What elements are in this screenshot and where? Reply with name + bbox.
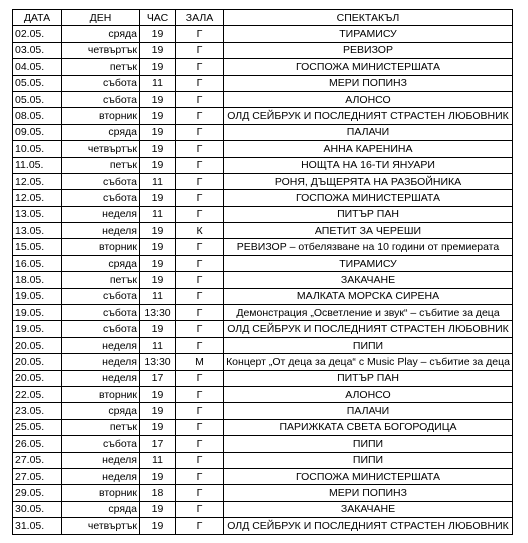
cell-date: 16.05.: [13, 255, 62, 271]
cell-hall: Г: [176, 403, 224, 419]
table-row: [13, 370, 513, 386]
table-row: [13, 452, 513, 468]
table-row: [13, 419, 513, 435]
cell-date: 12.05.: [13, 190, 62, 206]
cell-show: ПАЛАЧИ: [224, 403, 513, 419]
cell-date: 02.05.: [13, 26, 62, 42]
cell-hall: Г: [176, 141, 224, 157]
cell-date: 20.05.: [13, 337, 62, 353]
cell-show: РЕВИЗОР – отбелязване на 10 години от премиерата: [224, 239, 513, 255]
cell-time: 19: [140, 223, 176, 239]
cell-time: 19: [140, 468, 176, 484]
cell-hall: Г: [176, 206, 224, 222]
cell-show: МЕРИ ПОПИНЗ: [224, 485, 513, 501]
cell-day: петък: [62, 59, 140, 75]
table-row: [13, 403, 513, 419]
cell-show: ТИРАМИСУ: [224, 26, 513, 42]
cell-time: 19: [140, 272, 176, 288]
cell-date: 10.05.: [13, 141, 62, 157]
cell-day: сряда: [62, 26, 140, 42]
header-hall: ЗАЛА: [176, 10, 224, 26]
cell-time: 19: [140, 321, 176, 337]
cell-time: 11: [140, 173, 176, 189]
cell-show: ЗАКАЧАНЕ: [224, 501, 513, 517]
cell-time: 18: [140, 485, 176, 501]
cell-hall: Г: [176, 190, 224, 206]
cell-hall: Г: [176, 305, 224, 321]
table-row: [13, 288, 513, 304]
cell-date: 13.05.: [13, 206, 62, 222]
table-row: [13, 239, 513, 255]
cell-date: 03.05.: [13, 42, 62, 58]
cell-day: неделя: [62, 354, 140, 370]
cell-show: ГОСПОЖА МИНИСТЕРШАТА: [224, 190, 513, 206]
cell-date: 12.05.: [13, 173, 62, 189]
cell-hall: Г: [176, 436, 224, 452]
cell-time: 19: [140, 42, 176, 58]
cell-day: сряда: [62, 255, 140, 271]
cell-day: петък: [62, 419, 140, 435]
cell-day: сряда: [62, 124, 140, 140]
table-row: [13, 108, 513, 124]
cell-time: 11: [140, 75, 176, 91]
cell-date: 20.05.: [13, 354, 62, 370]
cell-day: вторник: [62, 239, 140, 255]
header-date: ДАТА: [13, 10, 62, 26]
cell-show: ОЛД СЕЙБРУК И ПОСЛЕДНИЯТ СТРАСТЕН ЛЮБОВНИК: [224, 108, 513, 124]
cell-hall: Г: [176, 518, 224, 534]
table-header-row: [13, 10, 513, 26]
table-row: [13, 255, 513, 271]
table-row: [13, 26, 513, 42]
cell-day: неделя: [62, 206, 140, 222]
cell-day: събота: [62, 321, 140, 337]
cell-time: 11: [140, 206, 176, 222]
cell-date: 27.05.: [13, 468, 62, 484]
cell-date: 04.05.: [13, 59, 62, 75]
cell-time: 13:30: [140, 354, 176, 370]
cell-hall: Г: [176, 485, 224, 501]
cell-day: неделя: [62, 452, 140, 468]
table-row: [13, 468, 513, 484]
cell-day: неделя: [62, 370, 140, 386]
cell-date: 26.05.: [13, 436, 62, 452]
cell-hall: Г: [176, 173, 224, 189]
table-row: [13, 386, 513, 402]
cell-date: 05.05.: [13, 91, 62, 107]
cell-hall: Г: [176, 26, 224, 42]
cell-show: МЕРИ ПОПИНЗ: [224, 75, 513, 91]
table-row: [13, 321, 513, 337]
cell-hall: Г: [176, 288, 224, 304]
cell-date: 19.05.: [13, 321, 62, 337]
table-row: [13, 354, 513, 370]
cell-time: 19: [140, 501, 176, 517]
cell-date: 25.05.: [13, 419, 62, 435]
cell-hall: Г: [176, 501, 224, 517]
cell-show: АЛОНСО: [224, 91, 513, 107]
cell-day: неделя: [62, 223, 140, 239]
cell-hall: Г: [176, 321, 224, 337]
cell-hall: Г: [176, 370, 224, 386]
cell-day: събота: [62, 190, 140, 206]
cell-show: ЗАКАЧАНЕ: [224, 272, 513, 288]
cell-day: петък: [62, 272, 140, 288]
cell-hall: М: [176, 354, 224, 370]
table-row: [13, 190, 513, 206]
cell-time: 19: [140, 108, 176, 124]
cell-day: събота: [62, 91, 140, 107]
cell-time: 17: [140, 436, 176, 452]
cell-show: ГОСПОЖА МИНИСТЕРШАТА: [224, 468, 513, 484]
cell-hall: Г: [176, 337, 224, 353]
cell-date: 29.05.: [13, 485, 62, 501]
cell-show: РЕВИЗОР: [224, 42, 513, 58]
table-row: [13, 91, 513, 107]
table-body: [13, 26, 513, 534]
cell-show: ПИПИ: [224, 337, 513, 353]
cell-day: вторник: [62, 485, 140, 501]
cell-day: събота: [62, 288, 140, 304]
cell-hall: Г: [176, 239, 224, 255]
cell-show: ПИТЪР ПАН: [224, 206, 513, 222]
cell-show: МАЛКАТА МОРСКА СИРЕНА: [224, 288, 513, 304]
cell-hall: Г: [176, 42, 224, 58]
cell-date: 18.05.: [13, 272, 62, 288]
table-row: [13, 436, 513, 452]
cell-time: 13:30: [140, 305, 176, 321]
table-row: [13, 59, 513, 75]
cell-show: ПАЛАЧИ: [224, 124, 513, 140]
cell-time: 19: [140, 255, 176, 271]
cell-day: неделя: [62, 468, 140, 484]
cell-time: 19: [140, 239, 176, 255]
cell-show: ПАРИЖКАТА СВЕТА БОГОРОДИЦА: [224, 419, 513, 435]
cell-hall: Г: [176, 124, 224, 140]
table-row: [13, 141, 513, 157]
table-row: [13, 173, 513, 189]
cell-date: 11.05.: [13, 157, 62, 173]
cell-time: 19: [140, 141, 176, 157]
cell-time: 19: [140, 157, 176, 173]
cell-hall: Г: [176, 386, 224, 402]
cell-day: сряда: [62, 403, 140, 419]
cell-hall: Г: [176, 157, 224, 173]
cell-show: НОЩТА НА 16-ТИ ЯНУАРИ: [224, 157, 513, 173]
cell-time: 19: [140, 91, 176, 107]
cell-show: Концерт „От деца за деца“ с Music Play – събитие за деца: [224, 354, 513, 370]
cell-hall: Г: [176, 91, 224, 107]
cell-date: 19.05.: [13, 305, 62, 321]
cell-date: 22.05.: [13, 386, 62, 402]
cell-hall: Г: [176, 272, 224, 288]
cell-hall: Г: [176, 108, 224, 124]
cell-day: четвъртък: [62, 42, 140, 58]
schedule-container: [12, 9, 513, 535]
table-row: [13, 337, 513, 353]
cell-day: сряда: [62, 501, 140, 517]
cell-hall: Г: [176, 255, 224, 271]
cell-time: 11: [140, 288, 176, 304]
cell-show: АПЕТИТ ЗА ЧЕРЕШИ: [224, 223, 513, 239]
cell-hall: Г: [176, 59, 224, 75]
cell-date: 19.05.: [13, 288, 62, 304]
table-row: [13, 75, 513, 91]
cell-time: 19: [140, 26, 176, 42]
table-row: [13, 223, 513, 239]
table-row: [13, 272, 513, 288]
cell-time: 19: [140, 419, 176, 435]
schedule-table: [12, 9, 513, 535]
table-row: [13, 305, 513, 321]
cell-time: 11: [140, 337, 176, 353]
table-row: [13, 42, 513, 58]
cell-time: 19: [140, 386, 176, 402]
cell-time: 19: [140, 124, 176, 140]
cell-show: АЛОНСО: [224, 386, 513, 402]
cell-day: петък: [62, 157, 140, 173]
cell-hall: Г: [176, 452, 224, 468]
table-row: [13, 501, 513, 517]
cell-day: четвъртък: [62, 518, 140, 534]
cell-show: ОЛД СЕЙБРУК И ПОСЛЕДНИЯТ СТРАСТЕН ЛЮБОВНИК: [224, 518, 513, 534]
cell-show: Демонстрация „Осветление и звук“ – събитие за деца: [224, 305, 513, 321]
cell-date: 15.05.: [13, 239, 62, 255]
cell-time: 11: [140, 452, 176, 468]
cell-show: ТИРАМИСУ: [224, 255, 513, 271]
cell-day: събота: [62, 436, 140, 452]
cell-time: 19: [140, 403, 176, 419]
cell-day: неделя: [62, 337, 140, 353]
cell-date: 05.05.: [13, 75, 62, 91]
cell-date: 31.05.: [13, 518, 62, 534]
cell-date: 09.05.: [13, 124, 62, 140]
cell-time: 19: [140, 59, 176, 75]
cell-show: ПИПИ: [224, 436, 513, 452]
cell-show: ОЛД СЕЙБРУК И ПОСЛЕДНИЯТ СТРАСТЕН ЛЮБОВНИК: [224, 321, 513, 337]
cell-date: 08.05.: [13, 108, 62, 124]
cell-show: АННА КАРЕНИНА: [224, 141, 513, 157]
cell-date: 23.05.: [13, 403, 62, 419]
cell-hall: Г: [176, 419, 224, 435]
cell-time: 17: [140, 370, 176, 386]
table-row: [13, 157, 513, 173]
cell-day: събота: [62, 305, 140, 321]
cell-show: ПИТЪР ПАН: [224, 370, 513, 386]
cell-show: ПИПИ: [224, 452, 513, 468]
cell-day: четвъртък: [62, 141, 140, 157]
cell-hall: Г: [176, 468, 224, 484]
cell-show: РОНЯ, ДЪЩЕРЯТА НА РАЗБОЙНИКА: [224, 173, 513, 189]
cell-date: 20.05.: [13, 370, 62, 386]
table-row: [13, 206, 513, 222]
cell-hall: Г: [176, 75, 224, 91]
header-day: ДЕН: [62, 10, 140, 26]
cell-day: вторник: [62, 108, 140, 124]
cell-day: събота: [62, 75, 140, 91]
table-row: [13, 518, 513, 534]
cell-show: ГОСПОЖА МИНИСТЕРШАТА: [224, 59, 513, 75]
header-time: ЧАС: [140, 10, 176, 26]
cell-day: вторник: [62, 386, 140, 402]
header-show: СПЕКТАКЪЛ: [224, 10, 513, 26]
cell-hall: К: [176, 223, 224, 239]
cell-date: 30.05.: [13, 501, 62, 517]
table-row: [13, 124, 513, 140]
cell-time: 19: [140, 190, 176, 206]
cell-date: 13.05.: [13, 223, 62, 239]
table-row: [13, 485, 513, 501]
cell-day: събота: [62, 173, 140, 189]
cell-date: 27.05.: [13, 452, 62, 468]
cell-time: 19: [140, 518, 176, 534]
